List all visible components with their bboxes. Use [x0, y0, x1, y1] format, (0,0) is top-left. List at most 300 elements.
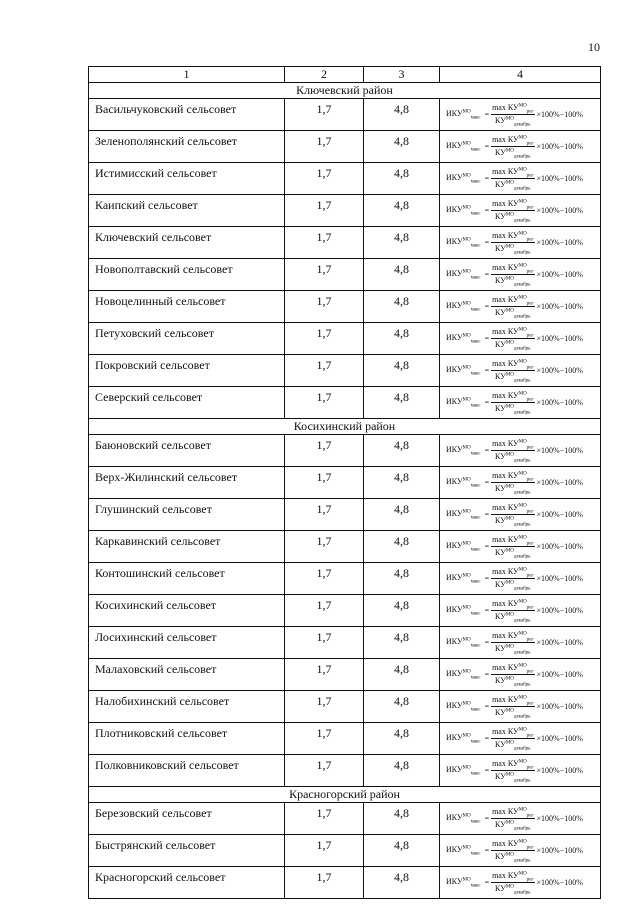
formula-num-base: max КУ: [492, 566, 519, 576]
formula-equals: =: [484, 701, 490, 711]
formula-denominator: [495, 115, 531, 126]
formula-num-base: max КУ: [492, 102, 519, 112]
formula-den-base: КУ: [495, 739, 506, 749]
formula-denominator: [495, 211, 531, 222]
formula-cell: [440, 323, 601, 355]
formula-lhs: [446, 302, 481, 311]
formula-den-base: КУ: [495, 771, 506, 781]
formula-cell: [440, 227, 601, 259]
formula-denominator: [495, 771, 531, 782]
formula-num-base: max КУ: [492, 838, 519, 848]
formula-numerator: [491, 696, 534, 707]
formula-tail: ×100%−100%: [536, 669, 583, 679]
formula-denominator: [495, 515, 531, 526]
formula-den-sup: МО: [505, 515, 514, 521]
formula: [446, 358, 600, 384]
section-header-row: [89, 787, 601, 803]
formula-lhs-base: ИКУ: [446, 397, 463, 407]
formula-fraction: [491, 694, 534, 720]
formula-tail: ×100%−100%: [536, 173, 583, 183]
formula-den-base: КУ: [495, 643, 506, 653]
formula-tail: ×100%−100%: [536, 509, 583, 519]
formula-lhs: [446, 734, 481, 743]
formula-den-sup: МО: [505, 675, 514, 681]
formula-den-sub: декабрь: [513, 890, 531, 896]
formula-lhs-base: ИКУ: [446, 445, 463, 455]
value-col-3: 4,8: [364, 563, 440, 595]
formula-num-sup: МО: [518, 599, 527, 605]
formula-lhs: [446, 174, 481, 183]
formula-tail: ×100%−100%: [536, 637, 583, 647]
formula-lhs-sup: МО: [462, 237, 471, 243]
formula-num-sub: рег: [526, 509, 534, 515]
table-row: [89, 355, 601, 387]
table-row: [89, 563, 601, 595]
formula-lhs-sup: МО: [462, 669, 471, 675]
table-row: [89, 627, 601, 659]
formula-lhs-sup: МО: [462, 173, 471, 179]
formula-num-sup: МО: [518, 535, 527, 541]
formula-numerator: [491, 168, 534, 179]
value-col-3: 4,8: [364, 867, 440, 899]
formula-den-base: КУ: [495, 179, 506, 189]
formula: [446, 726, 600, 752]
formula-tail: ×100%−100%: [536, 813, 583, 823]
formula-den-sup: МО: [505, 179, 514, 185]
formula-fraction: [491, 630, 534, 656]
formula-lhs-base: ИКУ: [446, 141, 463, 151]
formula-lhs-sup: МО: [462, 445, 471, 451]
formula-num-sub: рег: [526, 237, 534, 243]
formula: [446, 566, 600, 592]
settlement-name: Косихинский сельсовет: [89, 595, 285, 627]
formula-cell: [440, 595, 601, 627]
header-col-2: 2: [285, 67, 364, 83]
formula-den-sup: МО: [505, 147, 514, 153]
value-col-2: 1,7: [285, 835, 364, 867]
formula-num-base: max КУ: [492, 694, 519, 704]
formula: [446, 390, 600, 416]
formula-lhs-sub: макс: [470, 211, 481, 217]
formula-lhs: [446, 638, 481, 647]
formula-equals: =: [484, 205, 490, 215]
formula-lhs-sup: МО: [462, 477, 471, 483]
value-col-2: 1,7: [285, 755, 364, 787]
value-col-2: 1,7: [285, 595, 364, 627]
formula-lhs-base: ИКУ: [446, 701, 463, 711]
header-row: [89, 67, 601, 83]
formula-equals: =: [484, 669, 490, 679]
tariff-table: [88, 66, 601, 899]
formula-numerator: [491, 504, 534, 515]
formula-tail: ×100%−100%: [536, 477, 583, 487]
value-col-2: 1,7: [285, 563, 364, 595]
formula-lhs-sub: макс: [470, 643, 481, 649]
formula-denominator: [495, 851, 531, 862]
formula-den-sub: декабрь: [513, 650, 531, 656]
formula-tail: ×100%−100%: [536, 765, 583, 775]
formula-num-base: max КУ: [492, 230, 519, 240]
formula-num-base: max КУ: [492, 358, 519, 368]
formula: [446, 694, 600, 720]
formula-den-sup: МО: [505, 611, 514, 617]
table-row: [89, 803, 601, 835]
formula-num-base: max КУ: [492, 726, 519, 736]
formula-den-sup: МО: [505, 547, 514, 553]
formula-tail: ×100%−100%: [536, 877, 583, 887]
formula-lhs-sup: МО: [462, 397, 471, 403]
formula-cell: [440, 563, 601, 595]
formula-lhs: [446, 814, 481, 823]
value-col-2: 1,7: [285, 499, 364, 531]
table-row: [89, 467, 601, 499]
formula-den-base: КУ: [495, 371, 506, 381]
table-row: [89, 323, 601, 355]
table-row: [89, 131, 601, 163]
value-col-3: 4,8: [364, 99, 440, 131]
formula: [446, 470, 600, 496]
value-col-2: 1,7: [285, 659, 364, 691]
settlement-name: Новополтавский сельсовет: [89, 259, 285, 291]
formula-den-sup: МО: [505, 403, 514, 409]
formula-lhs-sub: макс: [470, 339, 481, 345]
formula-num-sup: МО: [518, 135, 527, 141]
settlement-name: Плотниковский сельсовет: [89, 723, 285, 755]
formula-lhs-base: ИКУ: [446, 365, 463, 375]
formula-lhs-sub: макс: [470, 483, 481, 489]
formula-equals: =: [484, 605, 490, 615]
formula-equals: =: [484, 845, 490, 855]
value-col-2: 1,7: [285, 227, 364, 259]
formula-numerator: [491, 328, 534, 339]
table-row: [89, 755, 601, 787]
page-number: 10: [588, 40, 600, 54]
formula-den-sup: МО: [505, 771, 514, 777]
formula-fraction: [491, 326, 534, 352]
formula-lhs-sup: МО: [462, 509, 471, 515]
value-col-2: 1,7: [285, 323, 364, 355]
formula-lhs-sup: МО: [462, 637, 471, 643]
district-title: Красногорский район: [89, 787, 601, 803]
formula-num-base: max КУ: [492, 390, 519, 400]
value-col-3: 4,8: [364, 355, 440, 387]
formula-num-base: max КУ: [492, 294, 519, 304]
formula-lhs-sub: макс: [470, 739, 481, 745]
formula-tail: ×100%−100%: [536, 141, 583, 151]
table-row: [89, 435, 601, 467]
formula-den-sup: МО: [505, 739, 514, 745]
formula-num-sup: МО: [518, 695, 527, 701]
value-col-2: 1,7: [285, 803, 364, 835]
formula-denominator: [495, 739, 531, 750]
formula-tail: ×100%−100%: [536, 365, 583, 375]
formula-lhs-base: ИКУ: [446, 845, 463, 855]
formula: [446, 630, 600, 656]
formula-num-sup: МО: [518, 103, 527, 109]
value-col-2: 1,7: [285, 195, 364, 227]
formula-lhs-sub: макс: [470, 579, 481, 585]
formula-lhs-sup: МО: [462, 365, 471, 371]
formula-lhs: [446, 446, 481, 455]
formula-num-base: max КУ: [492, 806, 519, 816]
formula-fraction: [491, 534, 534, 560]
formula-numerator: [491, 264, 534, 275]
value-col-2: 1,7: [285, 99, 364, 131]
table-row: [89, 659, 601, 691]
formula-num-base: max КУ: [492, 534, 519, 544]
formula-lhs-sup: МО: [462, 269, 471, 275]
formula: [446, 598, 600, 624]
formula-num-sub: рег: [526, 573, 534, 579]
formula-lhs-sub: макс: [470, 611, 481, 617]
value-col-3: 4,8: [364, 435, 440, 467]
formula-num-sub: рег: [526, 109, 534, 115]
value-col-3: 4,8: [364, 835, 440, 867]
formula-den-sup: МО: [505, 643, 514, 649]
formula-denominator: [495, 611, 531, 622]
formula-den-sub: декабрь: [513, 554, 531, 560]
formula: [446, 166, 600, 192]
formula-den-sub: декабрь: [513, 714, 531, 720]
formula-fraction: [491, 470, 534, 496]
formula-lhs-sup: МО: [462, 605, 471, 611]
value-col-3: 4,8: [364, 531, 440, 563]
formula-num-sub: рег: [526, 269, 534, 275]
formula-num-sup: МО: [518, 439, 527, 445]
formula: [446, 502, 600, 528]
table-header: [89, 67, 601, 83]
formula-tail: ×100%−100%: [536, 397, 583, 407]
formula-den-sub: декабрь: [513, 314, 531, 320]
settlement-name: Каркавинский сельсовет: [89, 531, 285, 563]
formula-num-sub: рег: [526, 765, 534, 771]
formula-den-sub: декабрь: [513, 186, 531, 192]
formula-tail: ×100%−100%: [536, 333, 583, 343]
section-header-row: [89, 419, 601, 435]
value-col-3: 4,8: [364, 691, 440, 723]
formula-den-base: КУ: [495, 819, 506, 829]
table-row: [89, 259, 601, 291]
formula-num-sub: рег: [526, 813, 534, 819]
formula-num-sub: рег: [526, 669, 534, 675]
formula-denominator: [495, 819, 531, 830]
header-col-1: 1: [89, 67, 285, 83]
formula-cell: [440, 723, 601, 755]
formula-lhs-base: ИКУ: [446, 333, 463, 343]
formula-fraction: [491, 662, 534, 688]
formula-denominator: [495, 675, 531, 686]
formula-num-base: max КУ: [492, 630, 519, 640]
formula: [446, 294, 600, 320]
formula-den-sup: МО: [505, 243, 514, 249]
formula-lhs-base: ИКУ: [446, 541, 463, 551]
settlement-name: Быстрянский сельсовет: [89, 835, 285, 867]
formula-tail: ×100%−100%: [536, 701, 583, 711]
value-col-3: 4,8: [364, 659, 440, 691]
formula-equals: =: [484, 237, 490, 247]
table-row: [89, 227, 601, 259]
formula: [446, 198, 600, 224]
formula-den-sub: декабрь: [513, 858, 531, 864]
settlement-name: Красногорский сельсовет: [89, 867, 285, 899]
formula-lhs-sub: макс: [470, 771, 481, 777]
formula-lhs: [446, 110, 481, 119]
formula-lhs: [446, 238, 481, 247]
formula-numerator: [491, 200, 534, 211]
formula-num-sup: МО: [518, 471, 527, 477]
formula-cell: [440, 355, 601, 387]
settlement-name: Северский сельсовет: [89, 387, 285, 419]
formula-lhs-sub: макс: [470, 851, 481, 857]
formula: [446, 662, 600, 688]
settlement-name: Петуховский сельсовет: [89, 323, 285, 355]
formula-equals: =: [484, 301, 490, 311]
formula-lhs-sup: МО: [462, 573, 471, 579]
value-col-2: 1,7: [285, 131, 364, 163]
formula-num-base: max КУ: [492, 502, 519, 512]
formula-den-sup: МО: [505, 307, 514, 313]
formula-num-sub: рег: [526, 877, 534, 883]
formula-lhs-sup: МО: [462, 333, 471, 339]
formula: [446, 262, 600, 288]
formula-lhs: [446, 702, 481, 711]
formula-lhs-sub: макс: [470, 115, 481, 121]
formula-num-sub: рег: [526, 397, 534, 403]
formula-fraction: [491, 294, 534, 320]
table-row: [89, 499, 601, 531]
formula-num-sup: МО: [518, 391, 527, 397]
formula-num-base: max КУ: [492, 438, 519, 448]
formula-den-base: КУ: [495, 275, 506, 285]
formula-num-sup: МО: [518, 327, 527, 333]
formula-cell: [440, 99, 601, 131]
district-title: Ключевский район: [89, 83, 601, 99]
table-row: [89, 163, 601, 195]
formula-cell: [440, 755, 601, 787]
formula-den-base: КУ: [495, 339, 506, 349]
formula-num-sub: рег: [526, 205, 534, 211]
formula-numerator: [491, 872, 534, 883]
formula-tail: ×100%−100%: [536, 845, 583, 855]
value-col-2: 1,7: [285, 387, 364, 419]
formula-lhs-sub: макс: [470, 179, 481, 185]
formula-den-sup: МО: [505, 579, 514, 585]
formula-den-sup: МО: [505, 819, 514, 825]
formula-lhs: [446, 670, 481, 679]
formula-equals: =: [484, 173, 490, 183]
formula-numerator: [491, 568, 534, 579]
formula-fraction: [491, 502, 534, 528]
table-body: [89, 83, 601, 899]
formula-num-base: max КУ: [492, 166, 519, 176]
section-header-row: [89, 83, 601, 99]
settlement-name: Баюновский сельсовет: [89, 435, 285, 467]
formula-num-sup: МО: [518, 631, 527, 637]
formula-lhs-sub: макс: [470, 371, 481, 377]
formula-den-sup: МО: [505, 339, 514, 345]
formula-den-sub: декабрь: [513, 778, 531, 784]
formula-num-base: max КУ: [492, 598, 519, 608]
formula-num-base: max КУ: [492, 198, 519, 208]
formula-den-base: КУ: [495, 115, 506, 125]
formula-numerator: [491, 664, 534, 675]
formula-lhs-base: ИКУ: [446, 509, 463, 519]
formula-lhs-base: ИКУ: [446, 669, 463, 679]
formula-denominator: [495, 339, 531, 350]
formula-lhs: [446, 878, 481, 887]
formula-equals: =: [484, 733, 490, 743]
formula: [446, 326, 600, 352]
formula-den-sup: МО: [505, 851, 514, 857]
formula-equals: =: [484, 477, 490, 487]
formula-cell: [440, 163, 601, 195]
formula-lhs-sub: макс: [470, 307, 481, 313]
settlement-name: Березовский сельсовет: [89, 803, 285, 835]
formula-num-sub: рег: [526, 541, 534, 547]
formula-lhs: [446, 206, 481, 215]
formula-numerator: [491, 808, 534, 819]
formula-num-sub: рег: [526, 845, 534, 851]
formula-equals: =: [484, 813, 490, 823]
formula-den-base: КУ: [495, 611, 506, 621]
formula-lhs-base: ИКУ: [446, 205, 463, 215]
formula-cell: [440, 627, 601, 659]
formula-equals: =: [484, 541, 490, 551]
formula-lhs: [446, 334, 481, 343]
formula-den-sub: декабрь: [513, 490, 531, 496]
formula-den-sub: декабрь: [513, 154, 531, 160]
formula-lhs-sub: макс: [470, 243, 481, 249]
formula-fraction: [491, 102, 534, 128]
formula-num-sup: МО: [518, 359, 527, 365]
formula-lhs-sup: МО: [462, 301, 471, 307]
formula-tail: ×100%−100%: [536, 109, 583, 119]
formula-fraction: [491, 438, 534, 464]
formula-num-sub: рег: [526, 701, 534, 707]
formula-numerator: [491, 760, 534, 771]
formula-lhs-sub: макс: [470, 675, 481, 681]
value-col-3: 4,8: [364, 467, 440, 499]
formula-lhs-sup: МО: [462, 109, 471, 115]
formula-den-base: КУ: [495, 515, 506, 525]
formula-lhs-base: ИКУ: [446, 301, 463, 311]
formula-lhs-base: ИКУ: [446, 637, 463, 647]
formula-num-sup: МО: [518, 167, 527, 173]
formula-cell: [440, 499, 601, 531]
formula-den-base: КУ: [495, 403, 506, 413]
formula-num-base: max КУ: [492, 662, 519, 672]
formula-lhs-base: ИКУ: [446, 605, 463, 615]
formula-den-base: КУ: [495, 851, 506, 861]
formula-lhs-sup: МО: [462, 845, 471, 851]
formula-num-sup: МО: [518, 807, 527, 813]
formula-numerator: [491, 136, 534, 147]
formula-equals: =: [484, 445, 490, 455]
formula-num-sub: рег: [526, 445, 534, 451]
settlement-name: Верх-Жилинский сельсовет: [89, 467, 285, 499]
value-col-3: 4,8: [364, 163, 440, 195]
formula-den-sub: декабрь: [513, 122, 531, 128]
formula-den-sub: декабрь: [513, 250, 531, 256]
formula-tail: ×100%−100%: [536, 605, 583, 615]
formula-fraction: [491, 230, 534, 256]
formula-numerator: [491, 440, 534, 451]
formula-fraction: [491, 726, 534, 752]
formula-denominator: [495, 147, 531, 158]
formula-equals: =: [484, 333, 490, 343]
formula-cell: [440, 531, 601, 563]
formula-den-sub: декабрь: [513, 458, 531, 464]
